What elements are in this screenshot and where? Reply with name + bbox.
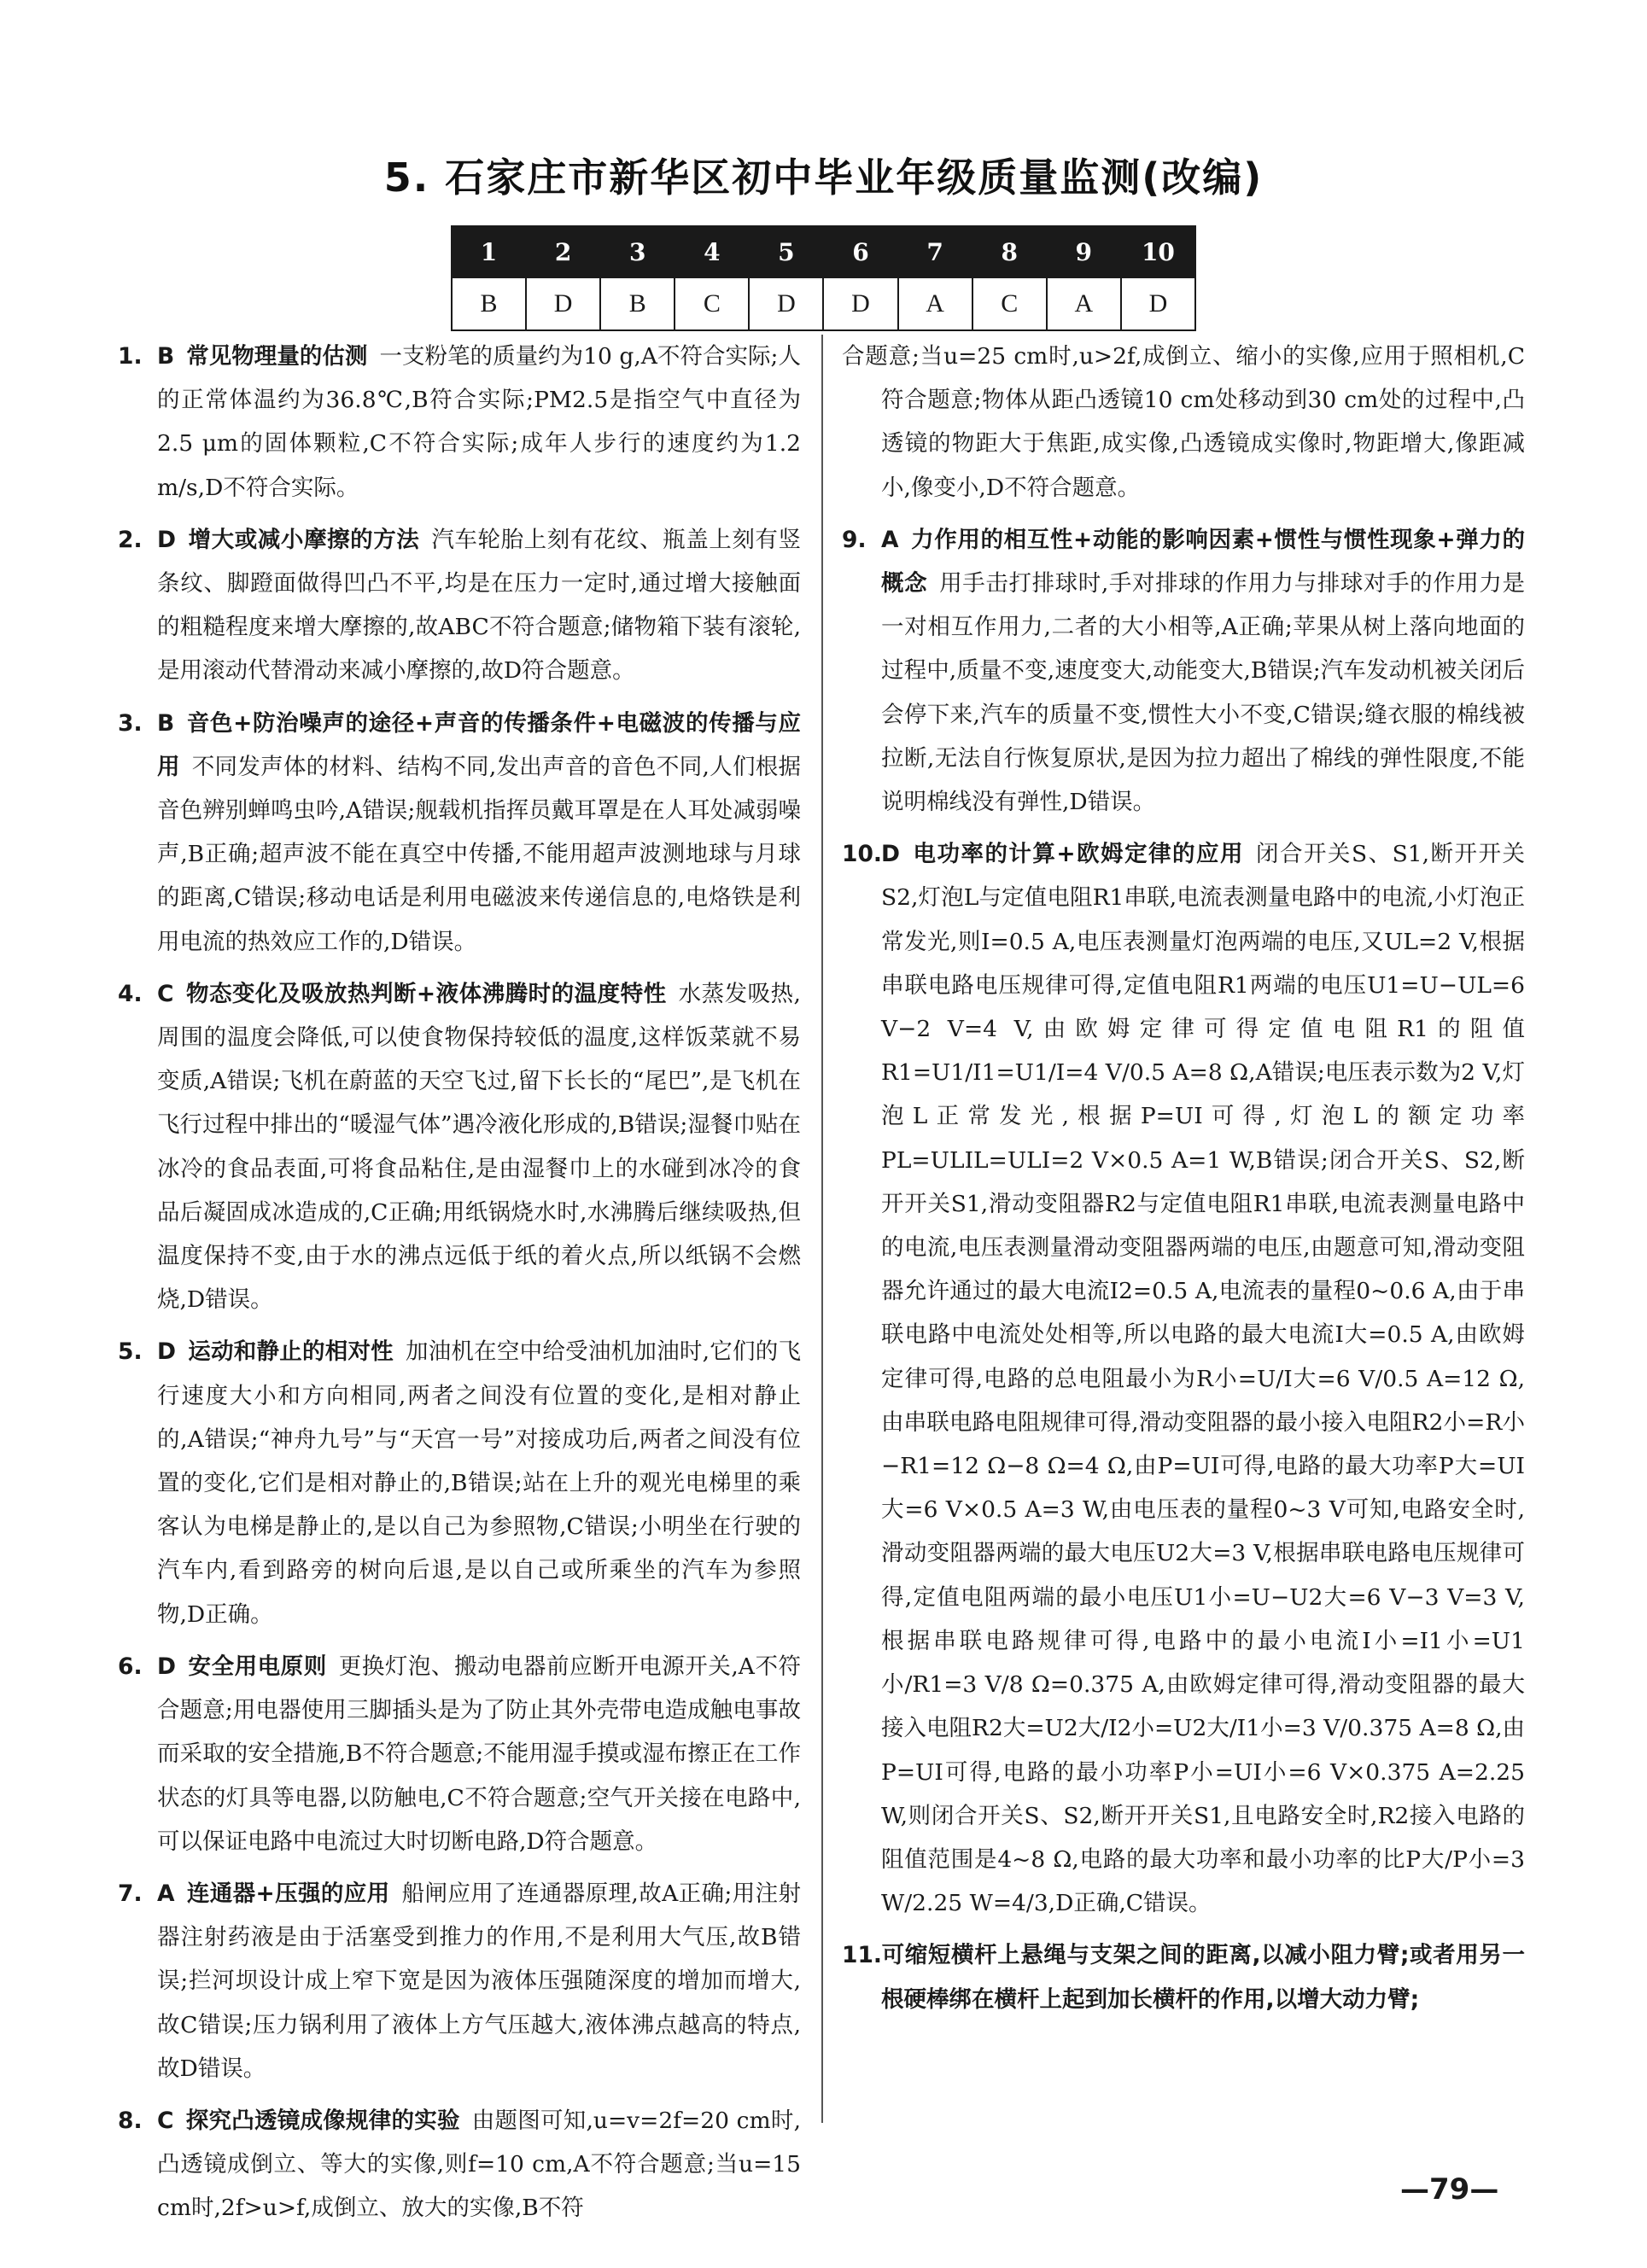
explanation-item [842, 518, 1525, 824]
question-number: 4 [675, 226, 749, 277]
answer-cell: A [1047, 277, 1121, 330]
explanation-item [842, 832, 1525, 1925]
item-number: 10. [842, 841, 882, 868]
answer-cell: D [823, 277, 897, 330]
item-number: 6. [118, 1653, 143, 1680]
item-answer: D [881, 841, 900, 868]
item-topic: 增大或减小摩擦的方法 [188, 526, 420, 553]
item-number: 3. [118, 709, 143, 737]
item-number: 9. [842, 526, 867, 553]
item-topic: 探究凸透镜成像规律的实验 [185, 2107, 460, 2134]
item-answer: A [881, 526, 899, 553]
item-text: 不同发声体的材料、结构不同,发出声音的音色不同,人们根据音色辨别蝉鸣虫吟,A错误;舰载机指挥员戴耳罩是在人耳处减弱噪声,B正确;超声波不能在真空中传播,不能用超声波测地球与月球的距离,C错误;移动电话是利用电磁波来传递信息的,电烙铁是利用电流的热效应工作的,D错误。 [157, 753, 801, 955]
item-answer: D [157, 526, 176, 553]
explanation-item [118, 972, 801, 1322]
question-number: 8 [972, 226, 1047, 277]
right-column [842, 335, 1525, 2030]
question-number: 7 [898, 226, 972, 277]
question-number: 2 [526, 226, 600, 277]
question-number: 3 [600, 226, 675, 277]
item-topic: 常见物理量的估测 [186, 343, 368, 370]
item-answer: D [157, 1653, 176, 1680]
answer-table-header-row [452, 226, 1195, 277]
explanation-item [118, 2099, 801, 2230]
item-topic: 电功率的计算+欧姆定律的应用 [912, 841, 1245, 868]
item-topic: 物态变化及吸放热判断+液体沸腾时的温度特性 [185, 980, 667, 1007]
answer-table-answer-row [452, 277, 1195, 330]
item-text: 合题意;当u=25 cm时,u>2f,成倒立、缩小的实像,应用于照相机,C符合题意;物体从距凸透镜10 cm处移动到30 cm处的过程中,凸透镜的物距大于焦距,成实像,凸透镜成实像时,物距增大,像距减小,像变小,D不符合题意。 [842, 343, 1525, 501]
answer-table [451, 225, 1196, 331]
answer-cell: D [1121, 277, 1195, 330]
page-title: 5. 石家庄市新华区初中毕业年级质量监测(改编) [383, 155, 1264, 201]
item-answer: D [157, 1338, 176, 1366]
item-topic: 连通器+压强的应用 [186, 1880, 390, 1907]
item-number: 5. [118, 1338, 143, 1366]
explanation-item [118, 518, 801, 693]
answer-cell: C [675, 277, 749, 330]
item-answer: C [157, 2107, 174, 2134]
column-divider [821, 335, 823, 2123]
question-number: 1 [452, 226, 526, 277]
item-text: 汽车轮胎上刻有花纹、瓶盖上刻有竖条纹、脚蹬面做得凹凸不平,均是在压力一定时,通过增大接触面的粗糙程度来增大摩擦的,故ABC不符合题意;储物箱下装有滚轮,是用滚动代替滑动来减小摩擦的,故D符合题意。 [157, 526, 802, 685]
item-text: 闭合开关S、S1,断开开关S2,灯泡L与定值电阻R1串联,电流表测量电路中的电流,小灯泡正常发光,则I=0.5 A,电压表测量灯泡两端的电压,又UL=2 V,根据串联电路电压规律可得,定值电阻R1两端的电压U1=U−UL=6 V−2 V=4 V,由欧姆定律可得定值电阻R1的阻值R1=U1/I1=U1/I=4 V/0.5 A=8 Ω,A错误;电压表示数为2 V,灯泡L正常发光,根据P=UI可得,灯泡L的额定功率PL=ULIL=ULI=2 V×0.5 A=1 W,B错误;闭合开关S、S2,断开开关S1,滑动变阻器R2与定值电阻R1串联,电流表测量电路中的电流,电压表测量滑动变阻器两端的电压,由题意可知,滑动变阻器允许通过的最大电流I2=0.5 A,电流表的量程0~0.6 A,由于串联电路中电流处处相等,所以电路的最大电流I大=0.5 A,由欧姆定律可得,电路的总电阻最小为R小=U/I大=6 V/0.5 A=12 Ω,由串联电路电阻规律可得,滑动变阻器的最小接入电阻R2小=R小−R1=12 Ω−8 Ω=4 Ω,由P=UI可得,电路的最大功率P大=UI大=6 V×0.5 A=3 W,由电压表的量程0~3 V可知,电路安全时,滑动变阻器两端的最大电压U2大=3 V,根据串联电路电压规律可得,定值电阻两端的最小电压U1小=U−U2大=6 V−3 V=3 V,根据串联电路规律可得,电路中的最小电流I小=I1小=U1小/R1=3 V/8 Ω=0.375 A,由欧姆定律可得,滑动变阻器的最大接入电阻R2大=U2大/I2小=U2大/I1小=3 V/0.375 A=8 Ω,由P=UI可得,电路的最小功率P小=UI小=6 V×0.375 A=2.25 W,则闭合开关S、S2,断开开关S1,且电路安全时,R2接入电路的阻值范围是4~8 Ω,电路的最大功率和最小功率的比P大/P小=3 W/2.25 W=4/3,D正确,C错误。 [881, 841, 1525, 1917]
item-text: 船闸应用了连通器原理,故A正确;用注射器注射药液是由于活塞受到推力的作用,不是利用大气压,故B错误;拦河坝设计成上窄下宽是因为液体压强随深度的增加而增大,故C错误;压力锅利用了液体上方气压越大,液体沸点越高的特点,故D错误。 [157, 1880, 801, 2082]
item-text: 一支粉笔的质量约为10 g,A不符合实际;人的正常体温约为36.8℃,B符合实际;PM2.5是指空气中直径为2.5 μm的固体颗粒,C不符合实际;成年人步行的速度约为1.2 m/s,D不符合实际。 [157, 343, 801, 501]
item-text: 可缩短横杆上悬绳与支架之间的距离,以减小阻力臂;或者用另一根硬棒绑在横杆上起到加长横杆的作用,以增大动力臂; [881, 1942, 1525, 2013]
item-answer: B [157, 709, 175, 737]
item-number: 7. [118, 1880, 143, 1907]
item-text: 更换灯泡、搬动电器前应断开电源开关,A不符合题意;用电器使用三脚插头是为了防止其外壳带电造成触电事故而采取的安全措施,B不符合题意;不能用湿手摸或湿布擦正在工作状态的灯具等电器,以防触电,C不符合题意;空气开关接在电路中,可以保证电路中电流过大时切断电路,D符合题意。 [157, 1653, 802, 1855]
item-number: 1. [118, 343, 143, 370]
item-number: 2. [118, 526, 143, 553]
question-number: 6 [823, 226, 897, 277]
answer-cell: B [600, 277, 675, 330]
answer-cell: D [749, 277, 823, 330]
item-answer: B [157, 343, 175, 370]
left-column [118, 335, 801, 2239]
explanation-item [842, 1933, 1525, 2020]
explanation-item [118, 1645, 801, 1863]
item-number: 11. [842, 1942, 882, 1969]
item-text: 水蒸发吸热,周围的温度会降低,可以使食物保持较低的温度,这样饭菜就不易变质,A错误;飞机在蔚蓝的天空飞过,留下长长的“尾巴”,是飞机在飞行过程中排出的“暖湿气体”遇冷液化形成的,B错误;湿餐巾贴在冰冷的食品表面,可将食品粘住,是由湿餐巾上的水碰到冰冷的食品后凝固成冰造成的,C正确;用纸锅烧水时,水沸腾后继续吸热,但温度保持不变,由于水的沸点远低于纸的着火点,所以纸锅不会燃烧,D错误。 [157, 980, 801, 1314]
item-text: 用手击打排球时,手对排球的作用力与排球对手的作用力是一对相互作用力,二者的大小相等,A正确;苹果从树上落向地面的过程中,质量不变,速度变大,动能变大,B错误;汽车发动机被关闭后会停下来,汽车的质量不变,惯性大小不变,C错误;缝衣服的棉线被拉断,无法自行恢复原状,是因为拉力超出了棉线的弹性限度,不能说明棉线没有弹性,D错误。 [881, 570, 1525, 816]
explanation-item [842, 335, 1525, 510]
item-topic: 音色+防治噪声的途径+声音的传播条件+电磁波的传播与应用 [157, 709, 801, 780]
explanation-item [118, 335, 801, 510]
item-answer: C [157, 980, 174, 1007]
item-text: 由题图可知,u=v=2f=20 cm时,凸透镜成倒立、等大的实像,则f=10 cm,A不符合题意;当u=15 cm时,2f>u>f,成倒立、放大的实像,B不符 [157, 2107, 802, 2222]
item-text: 加油机在空中给受油机加油时,它们的飞行速度大小和方向相同,两者之间没有位置的变化,是相对静止的,A错误;“神舟九号”与“天宫一号”对接成功后,两者之间没有位置的变化,它们是相对静止的,B错误;站在上升的观光电梯里的乘客认为电梯是静止的,是以自己为参照物,C错误;小明坐在行驶的汽车内,看到路旁的树向后退,是以自己或所乘坐的汽车为参照物,D正确。 [157, 1338, 801, 1628]
answer-cell: C [972, 277, 1047, 330]
explanation-item [118, 1872, 801, 2090]
item-topic: 安全用电原则 [188, 1653, 327, 1680]
question-number: 9 [1047, 226, 1121, 277]
item-answer: A [157, 1880, 175, 1907]
page-number: —79— [1400, 2172, 1499, 2207]
item-topic: 力作用的相互性+动能的影响因素+惯性与惯性现象+弹力的概念 [881, 526, 1525, 598]
answer-cell: A [898, 277, 972, 330]
explanation-item [118, 1330, 801, 1635]
item-number: 4. [118, 980, 143, 1007]
explanation-item [118, 702, 801, 964]
question-number: 10 [1121, 226, 1195, 277]
item-number: 8. [118, 2107, 143, 2134]
item-topic: 运动和静止的相对性 [188, 1338, 394, 1366]
answer-cell: B [452, 277, 526, 330]
question-number: 5 [749, 226, 823, 277]
answer-cell: D [526, 277, 600, 330]
